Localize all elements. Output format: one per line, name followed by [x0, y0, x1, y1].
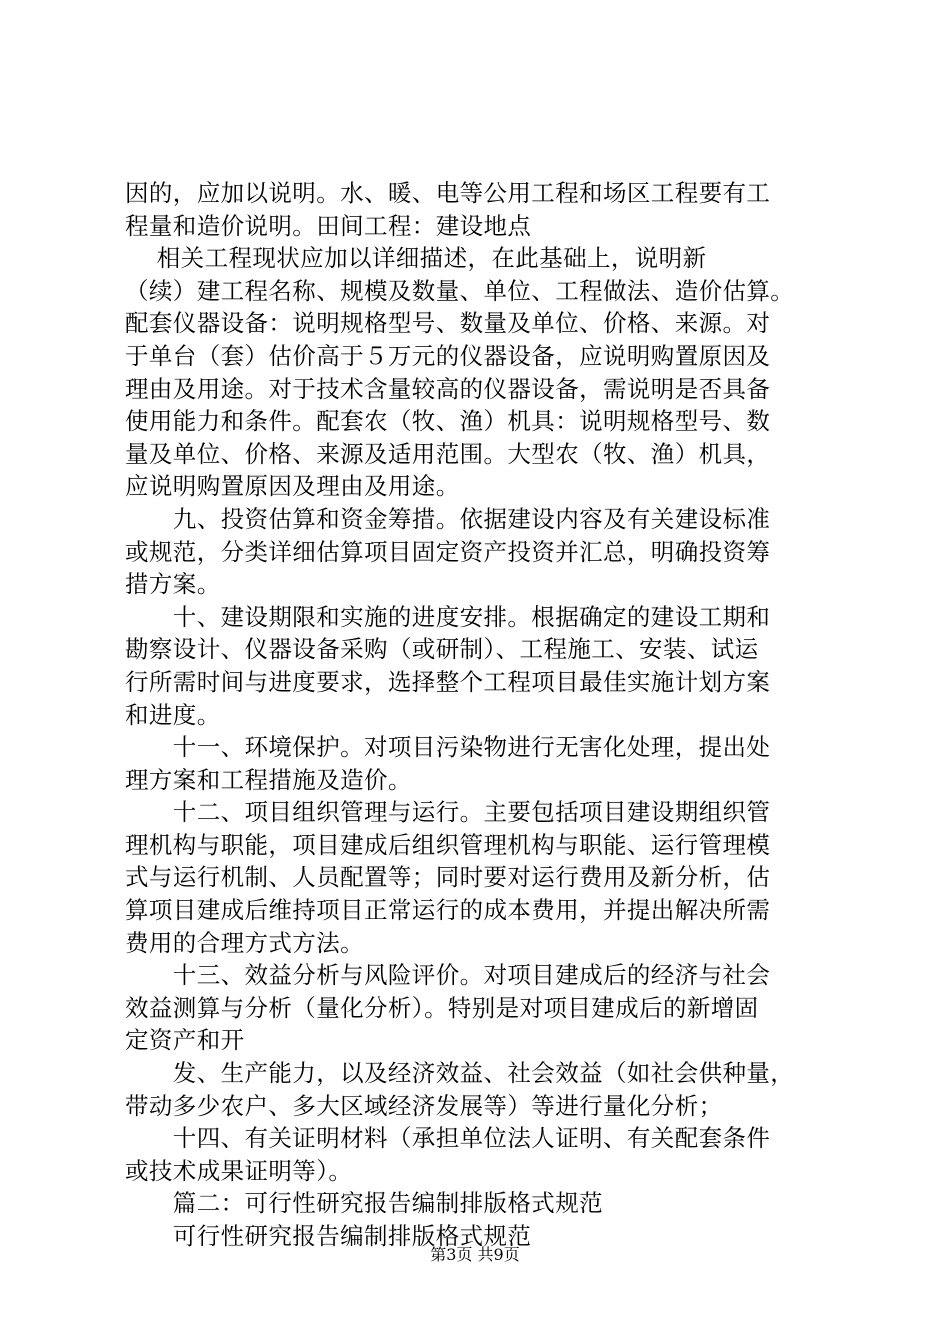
text-line: 十三、效益分析与风险评价。对项目建成后的经济与社会 — [125, 961, 771, 990]
section-heading: 篇二：可行性研究报告编制排版格式规范 — [125, 1189, 603, 1218]
text-line: 十一、环境保护。对项目污染物进行无害化处理，提出处 — [125, 733, 771, 762]
text-line: 行所需时间与进度要求，选择整个工程项目最佳实施计划方案 — [125, 667, 771, 696]
text-line: 理由及用途。对于技术含量较高的仪器设备，需说明是否具备 — [125, 374, 771, 403]
text-line: 效益测算与分析（量化分析）。特别是对项目建成后的新增固 — [125, 993, 759, 1022]
text-line: 或规范，分类详细估算项目固定资产投资并汇总，明确投资筹 — [125, 537, 771, 566]
text-line: 理方案和工程措施及造价。 — [125, 765, 412, 794]
text-line: 程量和造价说明。田间工程：建设地点 — [125, 211, 532, 240]
text-line: 九、投资估算和资金筹措。依据建设内容及有关建设标准 — [125, 504, 771, 533]
text-line: 勘察设计、仪器设备采购（或研制）、工程施工、安装、试运 — [125, 635, 759, 664]
text-line: 带动多少农户、多大区域经济发展等）等进行量化分析； — [125, 1091, 723, 1120]
text-line: 定资产和开 — [125, 1026, 245, 1055]
text-line: 十、建设期限和实施的进度安排。根据确定的建设工期和 — [125, 602, 771, 631]
text-line: 算项目建成后维持项目正常运行的成本费用，并提出解决所需 — [125, 896, 771, 925]
text-line: 相关工程现状应加以详细描述，在此基础上，说明新 — [125, 244, 707, 273]
text-line: 使用能力和条件。配套农（牧、渔）机具：说明规格型号、数 — [125, 407, 771, 436]
text-line: （续）建工程名称、规模及数量、单位、工程做法、造价估算。 — [125, 276, 795, 305]
text-line: 和进度。 — [125, 700, 221, 729]
text-line: 十四、有关证明材料（承担单位法人证明、有关配套条件 — [125, 1124, 771, 1153]
text-line: 理机构与职能，项目建成后组织管理机构与职能、运行管理模 — [125, 830, 771, 859]
text-line: 措方案。 — [125, 570, 221, 599]
text-line: 发、生产能力，以及经济效益、社会效益（如社会供种量， — [125, 1059, 795, 1088]
text-line: 十二、项目组织管理与运行。主要包括项目建设期组织管 — [125, 798, 771, 827]
text-line: 应说明购置原因及理由及用途。 — [125, 472, 460, 501]
text-line: 或技术成果证明等）。 — [125, 1156, 353, 1185]
text-line: 因的，应加以说明。水、暖、电等公用工程和场区工程要有工 — [125, 179, 771, 207]
document-body — [125, 177, 833, 1253]
page-number: 第3页 共9页 — [430, 1245, 520, 1264]
section-title: 可行性研究报告编制排版格式规范 — [125, 1222, 532, 1250]
text-line: 式与运行机制、人员配置等；同时要对运行费用及新分析，估 — [125, 863, 771, 892]
text-line: 配套仪器设备：说明规格型号、数量及单位、价格、来源。对 — [125, 309, 771, 338]
page-footer — [0, 1244, 950, 1266]
text-line: 费用的合理方式方法。 — [125, 928, 364, 957]
text-line: 于单台（套）估价高于５万元的仪器设备，应说明购置原因及 — [125, 341, 771, 370]
text-line: 量及单位、价格、来源及适用范围。大型农（牧、渔）机具， — [125, 439, 771, 468]
